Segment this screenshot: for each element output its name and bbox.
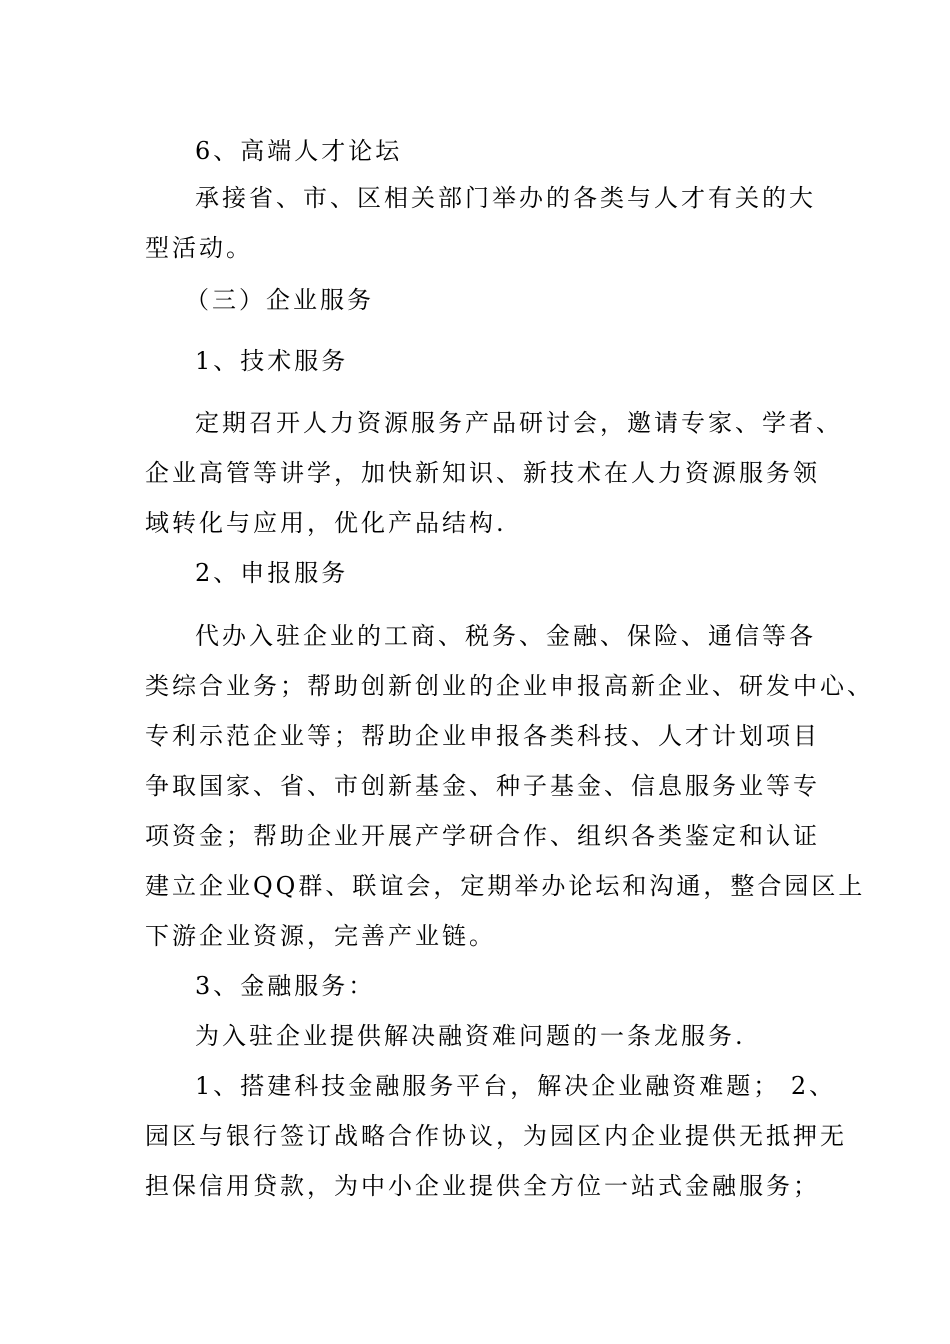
paragraph-line: 为入驻企业提供解决融资难问题的一条龙服务. [195,1022,746,1050]
paragraph-line: 担保信用贷款，为中小企业提供全方位一站式金融服务； [145,1172,820,1200]
paragraph-line: 定期召开人力资源服务产品研讨会，邀请专家、学者、 [195,409,843,437]
heading-financial-services: 3、金融服务： [195,972,376,1000]
heading-technical-services: 1、技术服务 [195,347,349,375]
paragraph-line: 代办入驻企业的工商、税务、金融、保险、通信等各 [195,622,816,650]
paragraph-line: 类综合业务；帮助创新创业的企业申报高新企业、研发中心、 [145,672,874,700]
paragraph-line: 型活动。 [145,234,253,262]
heading-application-services: 2、申报服务 [195,559,349,587]
paragraph-line: 承接省、市、区相关部门举办的各类与人才有关的大 [195,184,816,212]
paragraph-line: 企业高管等讲学，加快新知识、新技术在人力资源服务领 [145,459,820,487]
paragraph-line: 建立企业QQ群、联谊会，定期举办论坛和沟通，整合园区上 [145,872,866,900]
paragraph-line: 专利示范企业等；帮助企业申报各类科技、人才计划项目 [145,722,820,750]
section-heading-enterprise-services: （三）企业服务 [185,286,374,314]
heading-high-end-talent-forum: 6、高端人才论坛 [195,137,403,165]
paragraph-line: 争取国家、省、市创新基金、种子基金、信息服务业等专 [145,772,820,800]
paragraph-line: 项资金；帮助企业开展产学研合作、组织各类鉴定和认证 [145,822,820,850]
paragraph-line: 园区与银行签订战略合作协议，为园区内企业提供无抵押无 [145,1122,847,1150]
paragraph-line: 下游企业资源，完善产业链。 [145,922,496,950]
paragraph-line: 1、搭建科技金融服务平台，解决企业融资难题； 2、 [195,1072,837,1100]
paragraph-line: 域转化与应用，优化产品结构. [145,509,507,537]
